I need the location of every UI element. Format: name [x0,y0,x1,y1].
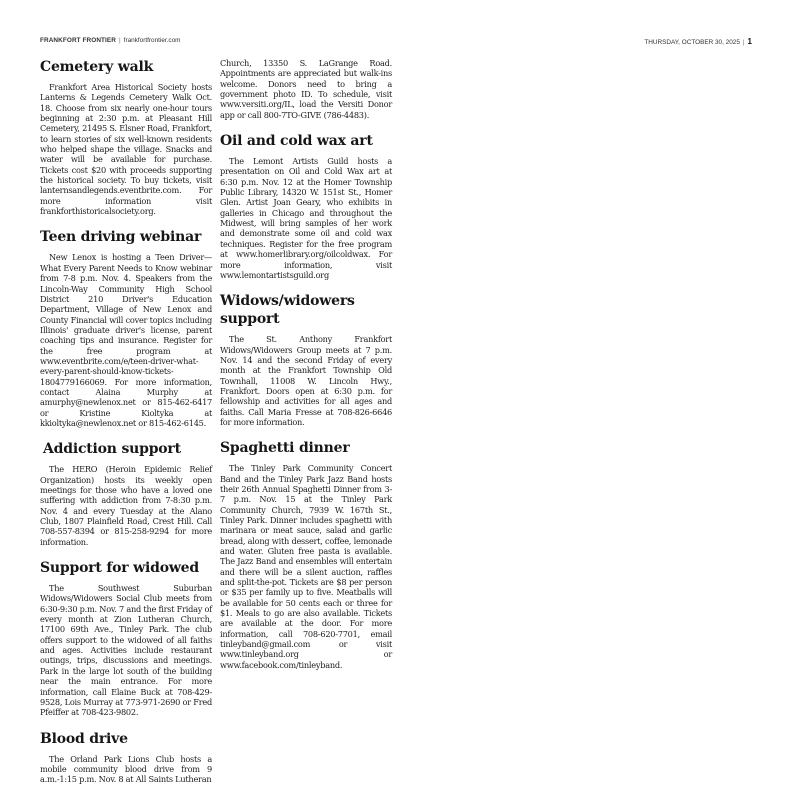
column-right [220,58,392,670]
story-headline: Blood drive [40,730,128,747]
story-widows-widowers [220,292,392,427]
story-body: The Tinley Park Community Concert Band and the Tinley Park Jazz Band hosts their 26th Annual Spaghetti Dinner from 3-7 p.m. Nov. 15 at the Tinley Park Community Church, 7939 W. 167th St., Tinley Park. Dinner includes spaghetti with marinara or meat sauce, salad and garlic bread, along with dessert, coffee, lemonade and water. Gluten free pasta is available. The Jazz Band and ensembles will entertain and there will be a silent auction, raffles and split-the-pot. Tickets are $8 per person or $35 per family up to five. Meatballs will be available for 50 cents each or three for $1. Meals to go are also available. Tickets are available at the door. For more information, call 708-620-7701, email tinleyband@gmail.com or visit www.tinleyband.org or www.facebook.com/tinleyband. [220,463,392,670]
column-left [40,58,212,785]
story-body: New Lenox is hosting a Teen Driver—What Every Parent Needs to Know webinar from 7-8 p.m. Nov. 4. Speakers from the Lincoln-Way Community High School District 210 Driver's Education Department, Village of New Lenox and County Financial will cover topics including Illinois' graduate driver's license, parent coaching tips and insurance. Register for the free program at www.eventbrite.com/e/teen-driver-what-every-parent-should-know-tickets-1804779166069. For more information, contact Alaina Murphy at amurphy@newlenox.net or 815-462-6417 or Kristine Kioltyka at kkioltyka@newlenox.net or 815-462-6145. [40,252,212,428]
story-body: The St. Anthony Frankfort Widows/Widowers Group meets at 7 p.m. Nov. 14 and the second Friday of every month at the Frankfort Township Old Townhall, 11008 W. Lincoln Hwy., Frankfort. Doors open at 6:30 p.m. for fellowship and activities for all ages and faiths. Call Maria Fresse at 708-826-6646 for more information. [220,334,392,427]
header-left [40,37,181,44]
story-blood-drive [40,730,212,785]
story-cemetery-walk [40,58,212,216]
header-divider: | [742,39,745,46]
story-headline: Cemetery walk [40,59,154,75]
header-right [644,37,752,46]
issue-date: THURSDAY, OCTOBER 30, 2025 [644,39,740,46]
story-body-continued: Church, 13350 S. LaGrange Road. Appointments are appreciated but walk-ins welcome. Donors need to bring a government photo ID. To schedule, visit www.versiti.org/IL, load the Versiti Donor app or call 800-7TO-GIVE (786-4483). [220,58,392,120]
story-body: The Lemont Artists Guild hosts a presentation on Oil and Cold Wax art at 6:30 p.m. Nov. 12 at the Homer Township Public Library, 14320 W. 151st St., Homer Glen. Artist Joan Geary, who exhibits in galleries in Chicago and throughout the Midwest, will bring samples of her work and demonstrate some oil and cold wax techniques. Register for the free program at www.homerlibrary.org/oilcoldwax. For more information, visit www.lemontartistsguild.org [220,156,392,280]
publication-website[interactable]: frankfortfrontier.com [123,37,181,44]
story-body: The Southwest Suburban Widows/Widowers Social Club meets from 6:30-9:30 p.m. Nov. 7 and the first Friday of every month at Zion Lutheran Church, 17100 69th Ave., Tinley Park. The club offers support to the widowed of all faiths and ages. Activities include restaurant outings, trips, discussions and meetings. Park in the large lot south of the building near the main entrance. For more information, call Elaine Buck at 708-429-9528, Lois Murray at 773-971-2690 or Fred Pfeiffer at 708-423-9802. [40,583,212,718]
story-headline: Addiction support [43,441,181,458]
story-headline: Spaghetti dinner [220,440,350,457]
story-headline [220,292,392,328]
header-divider: | [119,37,121,44]
page-number: 1 [747,37,752,46]
story-body: The HERO (Heroin Epidemic Relief Organization) hosts its weekly open meetings for those who have a loved one suffering with addiction from 7-8:30 p.m. Nov. 4 and every Tuesday at the Alano Club, 1807 Plainfield Road, Crest Hill. Call 708-557-8394 or 815-258-9294 for more information. [40,464,212,547]
headline-line-2: support [220,311,280,328]
story-headline: Support for widowed [40,560,199,577]
headline-line-1: Widows/widowers [220,293,355,310]
story-body: The Orland Park Lions Club hosts a mobile community blood drive from 9 a.m.-1:15 p.m. Nov. 8 at All Saints Lutheran [40,753,212,785]
story-headline: Teen driving webinar [40,229,202,246]
story-addiction-support [40,440,212,547]
story-oil-wax-art [220,132,392,280]
story-headline: Oil and cold wax art [220,133,373,150]
story-body: Frankfort Area Historical Society hosts Lanterns & Legends Cemetery Walk Oct. 18. Choose from six nearly one-hour tours beginning at 2:30 p.m. at Pleasant Hill Cemetery, 21495 S. Elsner Road, Frankfort, to learn stories of six well-known residents who helped shape the village. Snacks and water will be available for purchase. Tickets cost $20 with proceeds supporting the historical society. To buy tickets, visit lanternsandlegends.eventbrite.com. For more information visit frankforthistoricalsociety.org. [40,82,212,217]
page-header [40,37,752,47]
publication-name: FRANKFORT FRONTIER [40,37,116,44]
story-teen-driving [40,228,212,428]
story-support-widowed [40,559,212,717]
story-blood-drive-continued [220,58,392,120]
story-spaghetti-dinner [220,439,392,670]
